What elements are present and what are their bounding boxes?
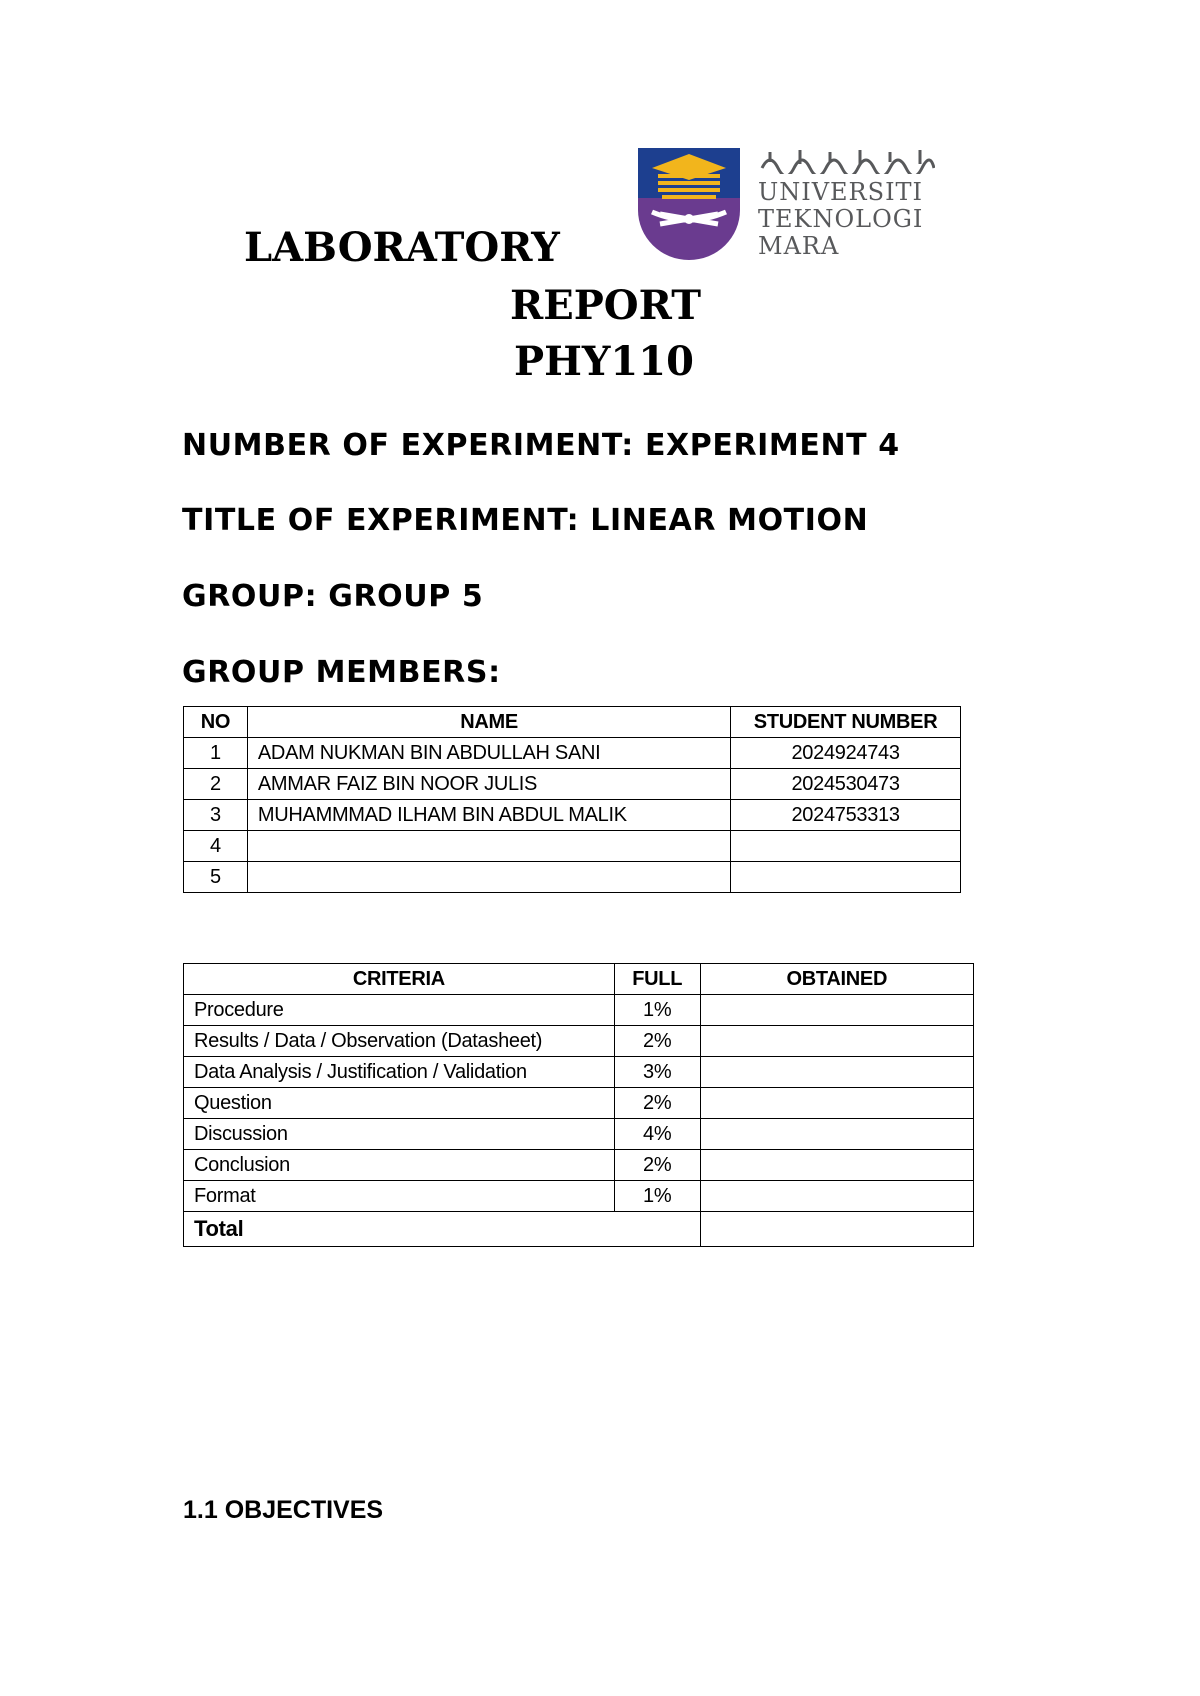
logo-name-line3: MARA [758, 232, 840, 260]
member-no: 2 [184, 769, 248, 800]
criteria-obtained-mark [700, 1181, 973, 1212]
member-name [247, 831, 730, 862]
marking-criteria-table [183, 963, 974, 1247]
table-row [184, 1057, 974, 1088]
criteria-obtained-mark [700, 1119, 973, 1150]
table-header-row [184, 964, 974, 995]
member-name: ADAM NUKMAN BIN ABDULLAH SANI [247, 738, 730, 769]
member-student-number [731, 831, 961, 862]
member-no: 3 [184, 800, 248, 831]
report-title-line1: LABORATORY [244, 224, 560, 271]
experiment-number: NUMBER OF EXPERIMENT: EXPERIMENT 4 [182, 428, 900, 463]
member-student-number: 2024530473 [731, 769, 961, 800]
total-obtained-mark [700, 1212, 973, 1247]
criteria-name: Data Analysis / Justification / Validation [184, 1057, 615, 1088]
criteria-name: Question [184, 1088, 615, 1119]
criteria-full-mark: 3% [614, 1057, 700, 1088]
criteria-name: Format [184, 1181, 615, 1212]
member-student-number: 2024753313 [731, 800, 961, 831]
column-header-full: FULL [614, 964, 700, 995]
criteria-full-mark: 2% [614, 1026, 700, 1057]
logo-name-line1: UNIVERSITI [758, 178, 924, 206]
criteria-obtained-mark [700, 1088, 973, 1119]
column-header-student-number: STUDENT NUMBER [731, 707, 961, 738]
table-row [184, 831, 961, 862]
member-no: 4 [184, 831, 248, 862]
criteria-full-mark: 1% [614, 1181, 700, 1212]
criteria-obtained-mark [700, 1150, 973, 1181]
criteria-full-mark: 4% [614, 1119, 700, 1150]
column-header-name: NAME [247, 707, 730, 738]
member-no: 5 [184, 862, 248, 893]
table-row [184, 738, 961, 769]
member-student-number [731, 862, 961, 893]
criteria-name: Results / Data / Observation (Datasheet) [184, 1026, 615, 1057]
criteria-obtained-mark [700, 995, 973, 1026]
criteria-name: Conclusion [184, 1150, 615, 1181]
total-label: Total [184, 1212, 701, 1247]
member-name: AMMAR FAIZ BIN NOOR JULIS [247, 769, 730, 800]
total-row [184, 1212, 974, 1247]
table-row [184, 862, 961, 893]
criteria-obtained-mark [700, 1057, 973, 1088]
table-row [184, 1026, 974, 1057]
table-row [184, 800, 961, 831]
criteria-name: Discussion [184, 1119, 615, 1150]
criteria-obtained-mark [700, 1026, 973, 1057]
member-no: 1 [184, 738, 248, 769]
group-members-heading: GROUP MEMBERS: [182, 655, 501, 690]
objectives-section-heading: 1.1 OBJECTIVES [183, 1496, 384, 1524]
table-header-row [184, 707, 961, 738]
member-name: MUHAMMMAD ILHAM BIN ABDUL MALIK [247, 800, 730, 831]
criteria-full-mark: 1% [614, 995, 700, 1026]
column-header-obtained: OBTAINED [700, 964, 973, 995]
column-header-criteria: CRITERIA [184, 964, 615, 995]
member-student-number: 2024924743 [731, 738, 961, 769]
criteria-full-mark: 2% [614, 1088, 700, 1119]
table-row [184, 995, 974, 1026]
course-code: PHY110 [514, 338, 694, 385]
criteria-full-mark: 2% [614, 1150, 700, 1181]
university-crest-icon [638, 148, 740, 260]
jawi-script-icon [760, 148, 935, 174]
experiment-title: TITLE OF EXPERIMENT: LINEAR MOTION [182, 503, 869, 538]
table-row [184, 1119, 974, 1150]
criteria-name: Procedure [184, 995, 615, 1026]
group-number: GROUP: GROUP 5 [182, 579, 484, 614]
member-name [247, 862, 730, 893]
table-row [184, 1088, 974, 1119]
table-row [184, 1181, 974, 1212]
table-row [184, 1150, 974, 1181]
column-header-no: NO [184, 707, 248, 738]
logo-name-line2: TEKNOLOGI [758, 205, 924, 233]
group-members-table [183, 706, 961, 893]
report-title-line2: REPORT [510, 282, 701, 329]
table-row [184, 769, 961, 800]
